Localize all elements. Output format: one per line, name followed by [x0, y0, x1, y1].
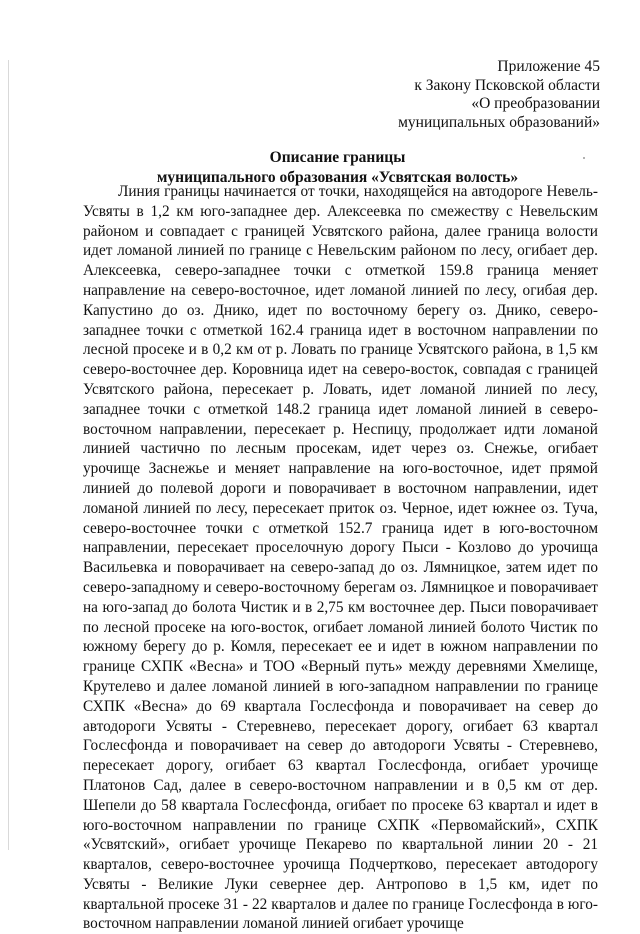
- annex-line-subject-cont: муниципальных образований»: [398, 113, 600, 131]
- annex-line-law: к Закону Псковской области: [414, 76, 600, 94]
- annex-header: [340, 58, 600, 132]
- title-line-1: Описание границы: [269, 149, 406, 166]
- annex-line-subject: «О преобразовании: [471, 95, 600, 113]
- boundary-description-paragraph: Линия границы начинается от точки, находящейся на автодороге Невель-Усвяты в 1,2 км юго-западнее дер. Алексеевка по смежеству с Невельским районом и совпадает с границей Усвятского района, далее граница волости идет ломаной линией по границе с Невельским районом по лесу, огибает дер. Алексеевка, северо-западнее точки с отметкой 159.8 граница меняет направление на северо-восточное, идет ломаной линией по лесу, огибая дер. Капустино до оз. Днико, идет по восточному берегу оз. Днико, северо-западнее точки с отметкой 162.4 граница идет в восточном направлении по лесной просеке и в 0,2 км от р. Ловать по границе Усвятского района, в 1,5 км северо-восточнее дер. Коровница идет на северо-восток, совпадая с границей Усвятского района, пересекает р. Ловать, идет ломаной линией по лесу, западнее точки с отметкой 148.2 граница идет ломаной линией в северо-восточном направлении, пересекает р. Неспицу, продолжает идти ломаной линией частично по лесным просекам, идет через оз. Снежье, огибает урочище Заснежье и меняет направление на юго-восточное, идет прямой линией до полевой дороги и поворачивает в восточном направлении, идет ломаной линией по лесу, пересекает приток оз. Черное, идет южнее оз. Туча, северо-восточнее точки с отметкой 152.7 граница идет в юго-восточном направлении, пересекает проселочную дорогу Пыси - Козлово до урочища Васильевка и поворачивает на северо-запад до оз. Лямницкое, затем идет по северо-западному и северо-восточному берегам оз. Лямницкое и поворачивает на юго-запад до болота Чистик и в 2,75 км восточнее дер. Пыси поворачивает по лесной просеке на юго-восток, огибает ломаной линией болото Чистик по южному берегу до р. Комля, пересекает ее и идет в южном направлении по границе СХПК «Весна» и ТОО «Верный путь» между деревнями Хмелище, Крутелево и далее ломаной линией в юго-западном направлении по границе СХПК «Весна» до 69 квартала Гослесфонда и поворачивает на север до автодороги Усвяты - Стеревнево, пересекает дорогу, огибает 63 квартал Гослесфонда и поворачивает на север до автодороги Усвяты - Стеревнево, пересекает дорогу, огибает 63 квартал Гослесфонда, огибает урочище Платонов Сад, далее в северо-восточном направлении и в 0,5 км от дер. Шепели до 58 квартала Гослесфонда, огибает по просеке 63 квартал и идет в юго-восточном направлении по границе СХПК «Первомайский», СХПК «Усвятский», огибает урочище Пекарево по квартальной линии 20 - 21 кварталов, северо-восточнее урочища Подчертково, пересекает автодорогу Усвяты - Великие Луки севернее дер. Антропово в 1,5 км, идет по квартальной просеке 31 - 22 кварталов и далее по границе Гослесфонда в юго-восточном направлении ломаной линией огибает урочище: [83, 183, 598, 933]
- title-line-2: муниципального образования «Усвятская волость»: [156, 169, 519, 186]
- annex-line-number: Приложение 45: [497, 58, 600, 75]
- scan-edge-shadow: [8, 60, 9, 850]
